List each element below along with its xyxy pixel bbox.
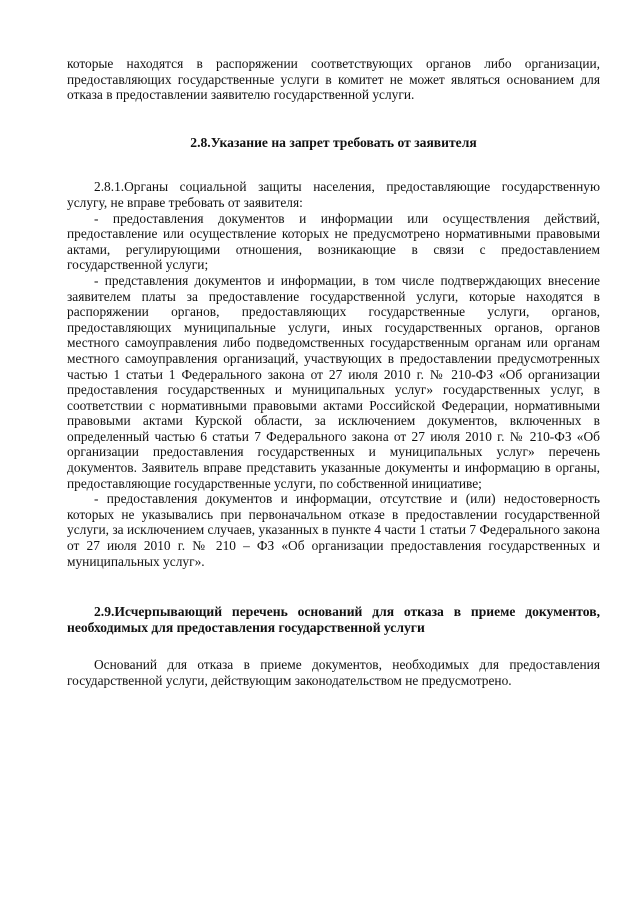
- section-2-9-paragraph-1: Оснований для отказа в приеме документов, необходимых для предоставления государственной услуги, действующим законодательством не предусмотрено.: [67, 657, 600, 688]
- section-2-8-paragraph-2: - предоставления документов и информации или осуществления действий, предоставление или осуществление которых не предусмотрено нормативными правовыми актами, регулирующими отношения, возникающие в связи с предоставлением государственной услуги;: [67, 210, 600, 273]
- section-2-9-heading: 2.9.Исчерпывающий перечень оснований для отказа в приеме документов, необходимых для предоставления государственной услуги: [67, 604, 600, 635]
- section-2-8-paragraph-1: 2.8.1.Органы социальной защиты населения, предоставляющие государственную услугу, не вправе требовать от заявителя:: [67, 179, 600, 210]
- section-2-8-paragraph-4: - предоставления документов и информации, отсутствие и (или) недостоверность которых не указывались при первоначальном отказе в предоставлении государственной услуги, за исключением случаев, указанных в пункте 4 части 1 статьи 7 Федерального закона от 27 июля 2010 г. № 210 – ФЗ «Об организации предоставления государственных и муниципальных услуг».: [67, 491, 600, 569]
- section-2-8-paragraph-3: - представления документов и информации, в том числе подтверждающих внесение заявителем платы за предоставление государственной услуги, которые находятся в распоряжении органов, предоставляющих государственные услуги, органов, предоставляющих муниципальные услуги, иных государственных органов, органов местного самоуправления либо подведомственных государственным органам или органам местного самоуправления организаций, участвующих в предоставлении предусмотренных частью 1 статьи 1 Федерального закона от 27 июля 2010 г. № 210-ФЗ «Об организации предоставления государственных и муниципальных услуг» государственных услуг, в соответствии с нормативными правовыми актами Российской Федерации, нормативными правовыми актами Курской области, за исключением документов, включенных в определенный частью 6 статьи 7 Федерального закона от 27 июля 2010 г. № 210-ФЗ «Об организации предоставления государственных и муниципальных услуг» перечень документов. Заявитель вправе представить указанные документы и информацию в органы, предоставляющие государственные услуги, по собственной инициативе;: [67, 272, 600, 491]
- intro-paragraph: которые находятся в распоряжении соответствующих органов либо организации, предоставляющих государственные услуги в комитет не может являться основанием для отказа в предоставлении заявителю государственной услуги.: [67, 56, 600, 103]
- document-page: [67, 56, 600, 705]
- section-2-8-heading: 2.8.Указание на запрет требовать от заявителя: [190, 134, 477, 150]
